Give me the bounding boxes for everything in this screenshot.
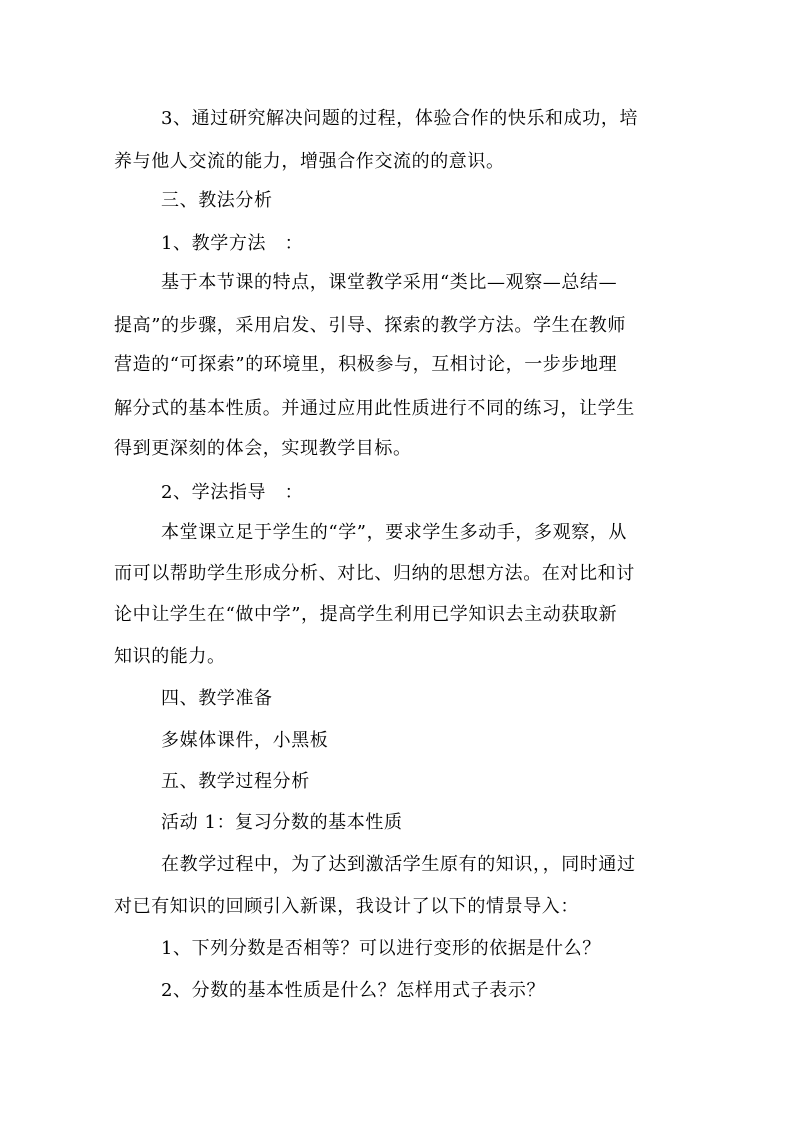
paragraph-line: 营造的“可探索”的环境里，积极参与，互相讨论，一步步地理: [114, 354, 618, 375]
paragraph-line: 提高”的步骤，采用启发、引导、探索的教学方法。学生在教师: [114, 315, 626, 336]
paragraph-line: 3、通过研究解决问题的过程，体验合作的快乐和成功，培: [161, 108, 639, 129]
section-heading: 三、教法分析: [161, 190, 273, 211]
paragraph-line: 而可以帮助学生形成分析、对比、归纳的思想方法。在对比和讨: [114, 563, 635, 584]
paragraph-line: 知识的能力。: [114, 646, 226, 667]
section-heading: 五、教学过程分析: [161, 771, 310, 792]
subsection-heading: 2、学法指导 ：: [161, 482, 304, 503]
paragraph-line: 在教学过程中，为了达到激活学生原有的知识，，同时通过: [161, 854, 636, 875]
paragraph-line: 论中让学生在“做中学”，提高学生利用已学知识去主动获取新: [114, 604, 618, 625]
paragraph-line: 解分式的基本性质。并通过应用此性质进行不同的练习，让学生: [114, 398, 635, 419]
paragraph-line: 对已有知识的回顾引入新课，我设计了以下的情景导入：: [114, 896, 579, 917]
list-item: 2、分数的基本性质是什么？怎样用式子表示？: [161, 980, 546, 1001]
paragraph-line: 多媒体课件，小黑板: [161, 730, 329, 751]
list-item: 1、下列分数是否相等？可以进行变形的依据是什么？: [161, 938, 601, 959]
paragraph-line: 基于本节课的特点，课堂教学采用“类比—观察—总结—: [161, 272, 618, 293]
subsection-heading: 活动 1：复习分数的基本性质: [161, 812, 403, 833]
paragraph-line: 养与他人交流的能力，增强合作交流的的意识。: [114, 151, 505, 172]
section-heading: 四、教学准备: [161, 688, 273, 709]
paragraph-line: 得到更深刻的体会，实现教学目标。: [114, 438, 412, 459]
paragraph-line: 本堂课立足于学生的“学”，要求学生多动手，多观察，从: [161, 522, 628, 543]
subsection-heading: 1、教学方法 ：: [161, 233, 304, 254]
